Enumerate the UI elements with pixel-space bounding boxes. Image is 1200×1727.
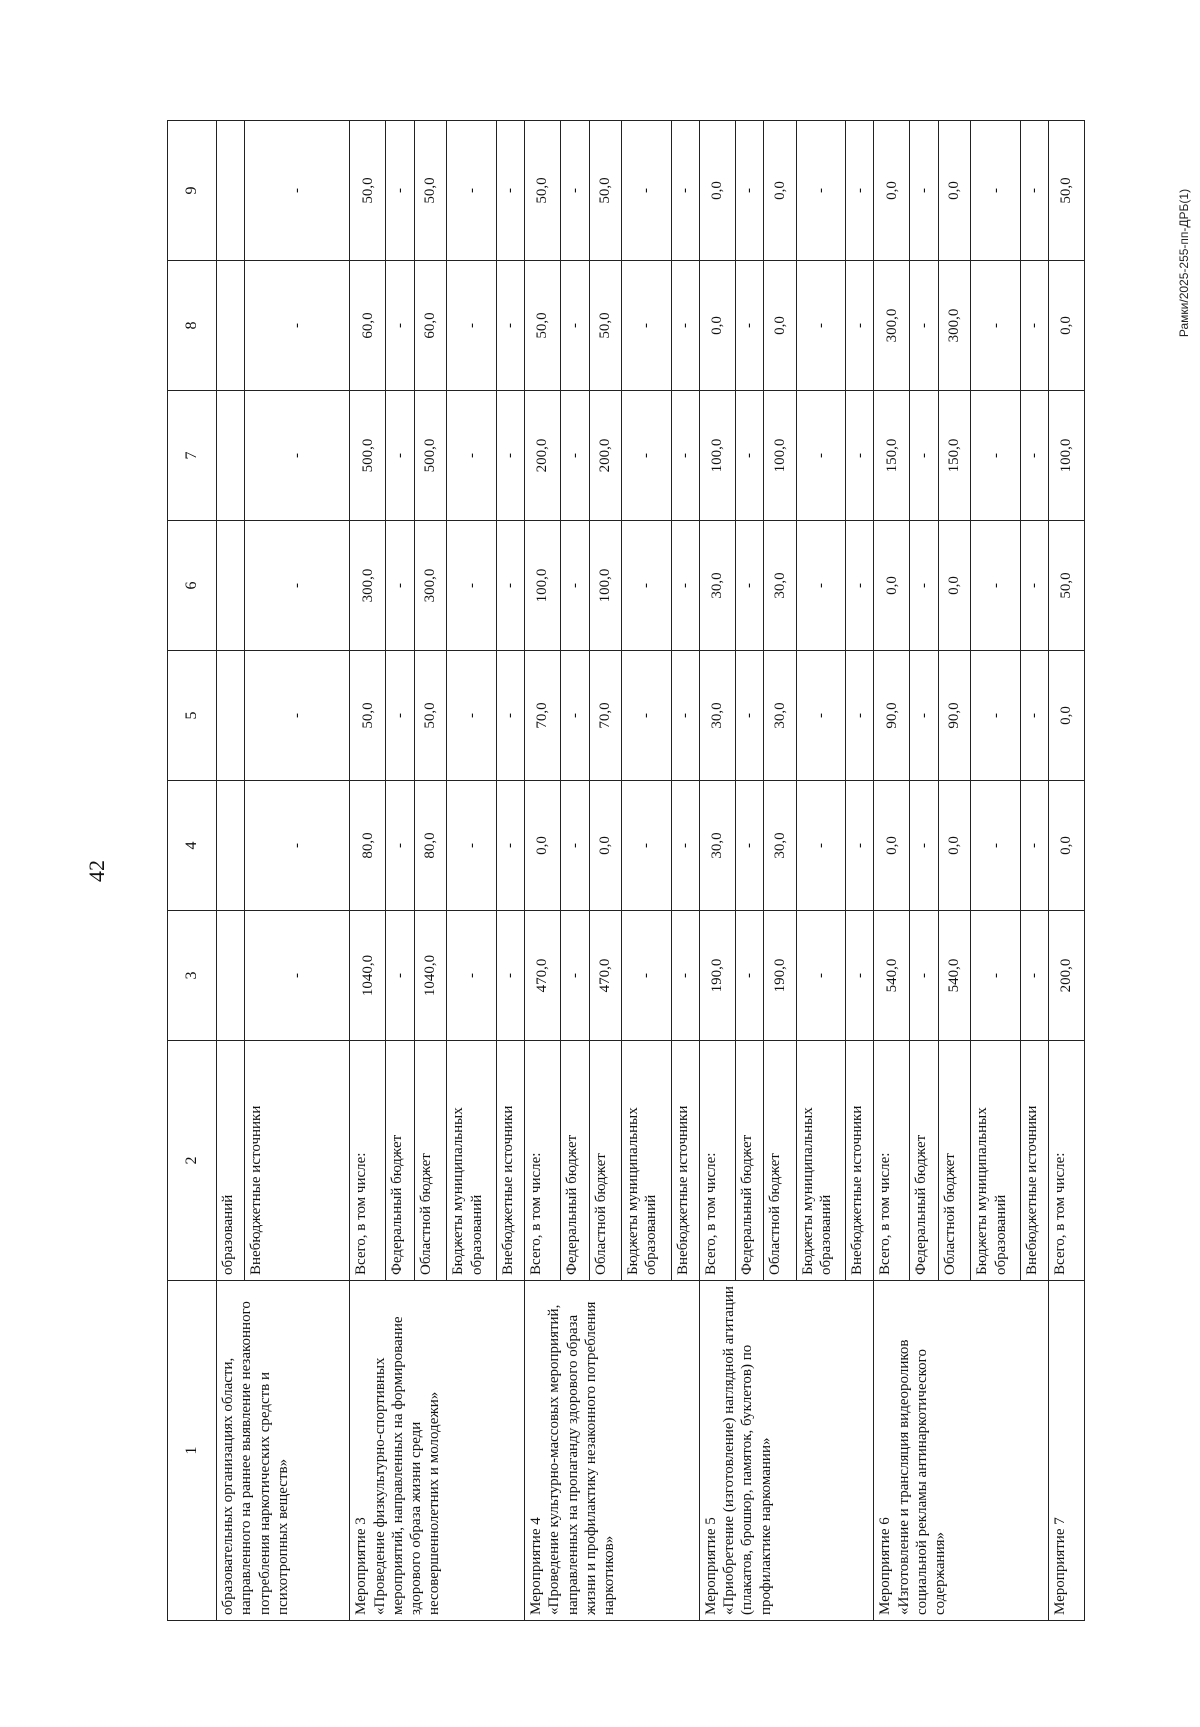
funding-source: Внебюджетные источники — [497, 1041, 525, 1281]
measure-cell — [1048, 1281, 1084, 1621]
measure-title: Мероприятие 4 — [527, 1517, 544, 1615]
value-cell: - — [796, 261, 846, 391]
value-cell: - — [560, 121, 589, 261]
value-cell: - — [735, 261, 764, 391]
value-cell: - — [621, 121, 671, 261]
column-header: 3 — [168, 911, 217, 1041]
value-cell: 0,0 — [938, 781, 970, 911]
page-number: 42 — [84, 860, 109, 882]
value-cell: 50,0 — [350, 121, 386, 261]
value-cell: 90,0 — [938, 651, 970, 781]
value-cell: 150,0 — [874, 391, 910, 521]
funding-source: образований — [217, 1041, 245, 1281]
value-cell: - — [846, 261, 874, 391]
value-cell: - — [386, 911, 415, 1041]
value-cell: - — [671, 781, 699, 911]
value-cell: 50,0 — [589, 121, 621, 261]
measure-cell — [350, 1281, 525, 1621]
value-cell: 50,0 — [414, 651, 446, 781]
value-cell: 150,0 — [938, 391, 970, 521]
value-cell: - — [1021, 651, 1049, 781]
value-cell: - — [497, 121, 525, 261]
value-cell: - — [497, 911, 525, 1041]
value-cell: 500,0 — [414, 391, 446, 521]
value-cell: - — [971, 121, 1021, 261]
value-cell — [217, 651, 245, 781]
value-cell: - — [1021, 521, 1049, 651]
value-cell: 0,0 — [764, 261, 796, 391]
table-row — [350, 121, 386, 1621]
column-header: 5 — [168, 651, 217, 781]
value-cell: 50,0 — [1048, 521, 1084, 651]
value-cell: - — [386, 521, 415, 651]
value-cell: 1040,0 — [414, 911, 446, 1041]
value-cell: 300,0 — [938, 261, 970, 391]
funding-source: Федеральный бюджет — [386, 1041, 415, 1281]
measure-cell — [524, 1281, 699, 1621]
value-cell: - — [244, 261, 349, 391]
value-cell: - — [910, 651, 939, 781]
value-cell: - — [447, 121, 497, 261]
value-cell — [217, 261, 245, 391]
value-cell: - — [796, 911, 846, 1041]
table-row — [217, 121, 245, 1621]
value-cell: - — [971, 261, 1021, 391]
funding-source: Областной бюджет — [938, 1041, 970, 1281]
value-cell: 500,0 — [350, 391, 386, 521]
value-cell: 0,0 — [1048, 261, 1084, 391]
value-cell: 0,0 — [589, 781, 621, 911]
value-cell: 50,0 — [524, 121, 560, 261]
value-cell: - — [971, 521, 1021, 651]
measure-description: «Проведение культурно-массовых мероприятий, направленных на пропаганду здорового образа жизни и профилактику незаконного потребления наркотиков» — [546, 1301, 618, 1615]
value-cell: - — [910, 911, 939, 1041]
value-cell: 70,0 — [524, 651, 560, 781]
value-cell: - — [1021, 781, 1049, 911]
measure-cell — [699, 1281, 874, 1621]
value-cell: 190,0 — [699, 911, 735, 1041]
value-cell: - — [621, 651, 671, 781]
funding-source: Всего, в том числе: — [699, 1041, 735, 1281]
value-cell: - — [910, 781, 939, 911]
value-cell: 0,0 — [874, 121, 910, 261]
value-cell: 300,0 — [874, 261, 910, 391]
value-cell: - — [621, 911, 671, 1041]
value-cell: - — [560, 391, 589, 521]
header-row — [168, 121, 217, 1621]
value-cell: - — [560, 781, 589, 911]
value-cell: - — [621, 521, 671, 651]
value-cell: - — [447, 651, 497, 781]
value-cell — [217, 911, 245, 1041]
value-cell: - — [244, 911, 349, 1041]
value-cell: - — [846, 911, 874, 1041]
funding-source: Всего, в том числе: — [350, 1041, 386, 1281]
value-cell: - — [244, 391, 349, 521]
value-cell: - — [910, 261, 939, 391]
value-cell: - — [846, 781, 874, 911]
table-row — [874, 121, 910, 1621]
value-cell: - — [910, 391, 939, 521]
value-cell — [217, 521, 245, 651]
value-cell: 30,0 — [764, 651, 796, 781]
funding-source: Внебюджетные источники — [671, 1041, 699, 1281]
value-cell: - — [386, 261, 415, 391]
value-cell: - — [447, 911, 497, 1041]
funding-source: Федеральный бюджет — [735, 1041, 764, 1281]
value-cell: 100,0 — [764, 391, 796, 521]
value-cell: - — [735, 521, 764, 651]
value-cell: - — [971, 781, 1021, 911]
value-cell: - — [846, 651, 874, 781]
funding-source: Федеральный бюджет — [560, 1041, 589, 1281]
value-cell: - — [796, 521, 846, 651]
value-cell: 50,0 — [414, 121, 446, 261]
value-cell: 30,0 — [699, 521, 735, 651]
table-row — [524, 121, 560, 1621]
value-cell: - — [1021, 261, 1049, 391]
value-cell: - — [447, 781, 497, 911]
rotated-page-content — [167, 121, 1085, 1621]
funding-source: Бюджеты муниципальных образований — [447, 1041, 497, 1281]
value-cell: 80,0 — [414, 781, 446, 911]
value-cell: 30,0 — [699, 781, 735, 911]
measure-cell — [217, 1281, 350, 1621]
value-cell: - — [386, 121, 415, 261]
value-cell: - — [386, 781, 415, 911]
value-cell: - — [244, 781, 349, 911]
measure-description: «Изготовление и трансляция видеороликов социальной рекламы антинаркотического содержания» — [895, 1339, 949, 1615]
value-cell: 70,0 — [589, 651, 621, 781]
value-cell: - — [796, 781, 846, 911]
value-cell: 50,0 — [350, 651, 386, 781]
value-cell — [217, 391, 245, 521]
funding-source: Областной бюджет — [589, 1041, 621, 1281]
value-cell: 100,0 — [1048, 391, 1084, 521]
value-cell: 200,0 — [1048, 911, 1084, 1041]
value-cell: - — [244, 651, 349, 781]
value-cell: - — [244, 121, 349, 261]
value-cell: - — [735, 651, 764, 781]
column-header: 4 — [168, 781, 217, 911]
value-cell: 540,0 — [874, 911, 910, 1041]
measure-description: «Проведение физкультурно-спортивных мероприятий, направленных на формирование здорового образа жизни среди несовершеннолетних и молодежи» — [371, 1316, 443, 1615]
value-cell: 200,0 — [524, 391, 560, 521]
value-cell: - — [846, 121, 874, 261]
value-cell: - — [447, 391, 497, 521]
value-cell: - — [560, 521, 589, 651]
column-header: 6 — [168, 521, 217, 651]
value-cell: - — [447, 261, 497, 391]
value-cell: - — [497, 391, 525, 521]
value-cell: 50,0 — [589, 261, 621, 391]
funding-source: Всего, в том числе: — [1048, 1041, 1084, 1281]
funding-source: Внебюджетные источники — [244, 1041, 349, 1281]
column-header: 1 — [168, 1281, 217, 1621]
value-cell: - — [621, 391, 671, 521]
value-cell: - — [735, 391, 764, 521]
table-body — [217, 121, 1085, 1621]
value-cell: - — [910, 521, 939, 651]
column-header: 9 — [168, 121, 217, 261]
value-cell: 0,0 — [524, 781, 560, 911]
value-cell: 30,0 — [699, 651, 735, 781]
measure-description: образовательных организациях области, направленного на раннее выявление незаконного потребления наркотических средств и психотропных веществ» — [220, 1301, 291, 1615]
funding-source: Бюджеты муниципальных образований — [621, 1041, 671, 1281]
value-cell: 100,0 — [524, 521, 560, 651]
value-cell: - — [796, 391, 846, 521]
value-cell: - — [735, 781, 764, 911]
value-cell: 0,0 — [764, 121, 796, 261]
value-cell: 30,0 — [764, 781, 796, 911]
value-cell: 0,0 — [938, 121, 970, 261]
funding-source: Областной бюджет — [764, 1041, 796, 1281]
value-cell — [217, 781, 245, 911]
value-cell: - — [846, 521, 874, 651]
value-cell: - — [497, 521, 525, 651]
value-cell: 100,0 — [589, 521, 621, 651]
funding-source: Внебюджетные источники — [1021, 1041, 1049, 1281]
value-cell: 0,0 — [874, 781, 910, 911]
funding-source: Внебюджетные источники — [846, 1041, 874, 1281]
value-cell: 30,0 — [764, 521, 796, 651]
value-cell: - — [1021, 911, 1049, 1041]
measure-title: Мероприятие 3 — [353, 1517, 370, 1615]
value-cell: 90,0 — [874, 651, 910, 781]
funding-source: Бюджеты муниципальных образований — [796, 1041, 846, 1281]
value-cell: - — [796, 651, 846, 781]
value-cell: 300,0 — [350, 521, 386, 651]
value-cell: - — [560, 651, 589, 781]
value-cell: 540,0 — [938, 911, 970, 1041]
funding-source: Бюджеты муниципальных образований — [971, 1041, 1021, 1281]
value-cell: - — [971, 391, 1021, 521]
value-cell: - — [971, 651, 1021, 781]
value-cell: 0,0 — [699, 261, 735, 391]
value-cell: - — [560, 911, 589, 1041]
table-row — [1048, 121, 1084, 1621]
value-cell: - — [386, 651, 415, 781]
measure-title: Мероприятие 5 — [702, 1517, 719, 1615]
value-cell: 60,0 — [350, 261, 386, 391]
value-cell: - — [621, 261, 671, 391]
measure-cell — [874, 1281, 1049, 1621]
value-cell: - — [735, 121, 764, 261]
footer-code: Рамки/2025-255-пп-ДРБ(1) — [1177, 188, 1192, 338]
value-cell: - — [971, 911, 1021, 1041]
measure-description: «Приобретение (изготовление) наглядной агитации (плакатов, брошюр, памяток, буклетов) по профилактике наркомании» — [720, 1286, 774, 1615]
value-cell: 470,0 — [589, 911, 621, 1041]
value-cell: - — [497, 651, 525, 781]
value-cell: - — [671, 911, 699, 1041]
value-cell: - — [796, 121, 846, 261]
value-cell: - — [671, 261, 699, 391]
value-cell: - — [447, 521, 497, 651]
value-cell: - — [1021, 391, 1049, 521]
value-cell: - — [497, 261, 525, 391]
value-cell: - — [497, 781, 525, 911]
value-cell: - — [621, 781, 671, 911]
value-cell: 100,0 — [699, 391, 735, 521]
column-header: 2 — [168, 1041, 217, 1281]
funding-source: Всего, в том числе: — [524, 1041, 560, 1281]
value-cell: - — [244, 521, 349, 651]
funding-source: Федеральный бюджет — [910, 1041, 939, 1281]
value-cell: - — [671, 651, 699, 781]
value-cell: - — [671, 121, 699, 261]
value-cell: 1040,0 — [350, 911, 386, 1041]
value-cell: 190,0 — [764, 911, 796, 1041]
value-cell: 300,0 — [414, 521, 446, 651]
funding-source: Областной бюджет — [414, 1041, 446, 1281]
column-header: 8 — [168, 261, 217, 391]
value-cell: - — [910, 121, 939, 261]
value-cell: 0,0 — [699, 121, 735, 261]
value-cell: 200,0 — [589, 391, 621, 521]
value-cell: - — [735, 911, 764, 1041]
measure-title: Мероприятие 7 — [1051, 1517, 1068, 1615]
value-cell: 60,0 — [414, 261, 446, 391]
funding-source: Всего, в том числе: — [874, 1041, 910, 1281]
value-cell: - — [671, 391, 699, 521]
value-cell: 80,0 — [350, 781, 386, 911]
value-cell: - — [386, 391, 415, 521]
value-cell: 50,0 — [1048, 121, 1084, 261]
value-cell: - — [1021, 121, 1049, 261]
measure-title: Мероприятие 6 — [877, 1517, 894, 1615]
value-cell: - — [846, 391, 874, 521]
value-cell: 0,0 — [1048, 651, 1084, 781]
value-cell — [217, 121, 245, 261]
value-cell: 0,0 — [1048, 781, 1084, 911]
value-cell: 50,0 — [524, 261, 560, 391]
column-header: 7 — [168, 391, 217, 521]
value-cell: - — [560, 261, 589, 391]
value-cell: 0,0 — [938, 521, 970, 651]
value-cell: 470,0 — [524, 911, 560, 1041]
value-cell: 0,0 — [874, 521, 910, 651]
table-row — [699, 121, 735, 1621]
value-cell: - — [671, 521, 699, 651]
financing-table — [167, 120, 1085, 1621]
